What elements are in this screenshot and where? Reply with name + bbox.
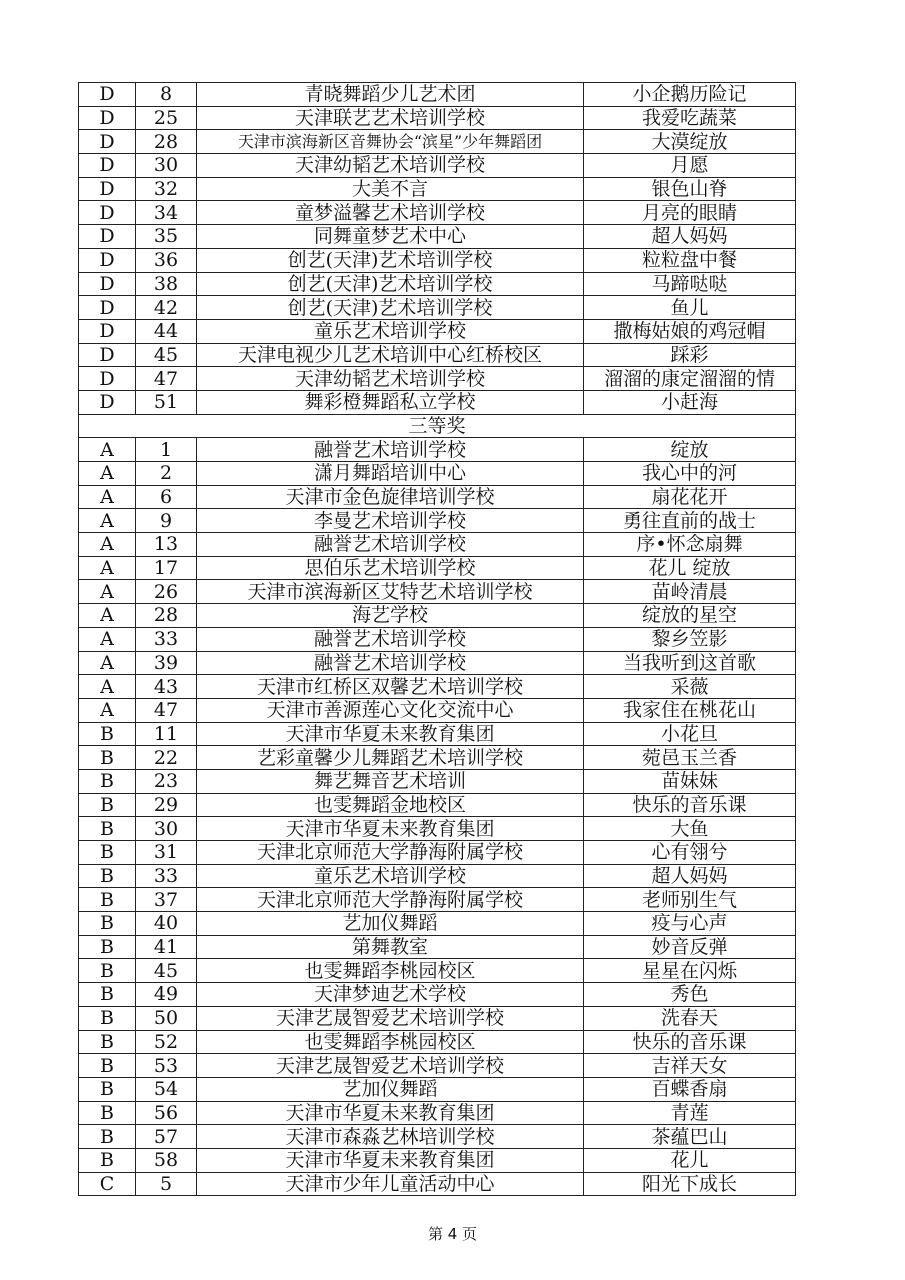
program-cell: 我家住在桃花山 <box>584 698 796 722</box>
group-cell: B <box>79 722 136 746</box>
number-cell: 13 <box>136 533 197 557</box>
unit-cell: 天津市森淼艺林培训学校 <box>197 1125 584 1149</box>
group-cell: B <box>79 959 136 983</box>
number-cell: 36 <box>136 248 197 272</box>
number-cell: 42 <box>136 296 197 320</box>
number-cell: 38 <box>136 272 197 296</box>
number-cell: 44 <box>136 319 197 343</box>
table-row <box>79 319 796 343</box>
program-cell: 采薇 <box>584 675 796 699</box>
table-row <box>79 509 796 533</box>
unit-cell: 天津市华夏未来教育集团 <box>197 1148 584 1172</box>
group-cell: D <box>79 154 136 178</box>
program-cell: 我爱吃蔬菜 <box>584 106 796 130</box>
table-row <box>79 177 796 201</box>
section-header-row <box>79 414 796 438</box>
unit-cell: 融誉艺术培训学校 <box>197 438 584 462</box>
number-cell: 28 <box>136 604 197 628</box>
unit-cell: 创艺(天津)艺术培训学校 <box>197 272 584 296</box>
unit-cell: 艺加仪舞蹈 <box>197 912 584 936</box>
table-row <box>79 746 796 770</box>
unit-cell: 艺彩童馨少儿舞蹈艺术培训学校 <box>197 746 584 770</box>
table-row <box>79 272 796 296</box>
unit-cell: 天津电视少儿艺术培训中心红桥校区 <box>197 343 584 367</box>
group-cell: A <box>79 438 136 462</box>
unit-cell: 童乐艺术培训学校 <box>197 864 584 888</box>
number-cell: 5 <box>136 1172 197 1196</box>
unit-cell: 李曼艺术培训学校 <box>197 509 584 533</box>
unit-cell: 天津市金色旋律培训学校 <box>197 485 584 509</box>
table-row <box>79 343 796 367</box>
group-cell: A <box>79 675 136 699</box>
unit-cell: 青晓舞蹈少儿艺术团 <box>197 83 584 107</box>
number-cell: 35 <box>136 225 197 249</box>
group-cell: D <box>79 343 136 367</box>
number-cell: 50 <box>136 1006 197 1030</box>
section-title: 三等奖 <box>79 414 796 438</box>
number-cell: 17 <box>136 556 197 580</box>
table-row <box>79 580 796 604</box>
program-cell: 溜溜的康定溜溜的情 <box>584 367 796 391</box>
program-cell: 花儿 <box>584 1148 796 1172</box>
number-cell: 23 <box>136 769 197 793</box>
number-cell: 11 <box>136 722 197 746</box>
unit-cell: 天津艺晟智爱艺术培训学校 <box>197 1054 584 1078</box>
program-cell: 撒梅姑娘的鸡冠帽 <box>584 319 796 343</box>
program-cell: 银色山脊 <box>584 177 796 201</box>
number-cell: 56 <box>136 1101 197 1125</box>
unit-cell: 舞彩橙舞蹈私立学校 <box>197 390 584 414</box>
table-row <box>79 556 796 580</box>
unit-cell: 融誉艺术培训学校 <box>197 651 584 675</box>
number-cell: 40 <box>136 912 197 936</box>
unit-cell: 天津北京师范大学静海附属学校 <box>197 841 584 865</box>
number-cell: 9 <box>136 509 197 533</box>
group-cell: D <box>79 225 136 249</box>
table-row <box>79 864 796 888</box>
program-cell: 疫与心声 <box>584 912 796 936</box>
number-cell: 53 <box>136 1054 197 1078</box>
program-cell: 大鱼 <box>584 817 796 841</box>
group-cell: A <box>79 485 136 509</box>
group-cell: D <box>79 272 136 296</box>
group-cell: D <box>79 296 136 320</box>
number-cell: 51 <box>136 390 197 414</box>
group-cell: B <box>79 769 136 793</box>
table-row <box>79 675 796 699</box>
number-cell: 6 <box>136 485 197 509</box>
unit-cell: 天津市华夏未来教育集团 <box>197 817 584 841</box>
unit-cell: 天津市滨海新区艾特艺术培训学校 <box>197 580 584 604</box>
table-row <box>79 296 796 320</box>
table-row <box>79 651 796 675</box>
program-cell: 当我听到这首歌 <box>584 651 796 675</box>
number-cell: 28 <box>136 130 197 154</box>
unit-cell: 天津艺晟智爱艺术培训学校 <box>197 1006 584 1030</box>
unit-cell: 融誉艺术培训学校 <box>197 627 584 651</box>
number-cell: 39 <box>136 651 197 675</box>
program-cell: 快乐的音乐课 <box>584 1030 796 1054</box>
group-cell: B <box>79 1006 136 1030</box>
group-cell: D <box>79 130 136 154</box>
group-cell: A <box>79 604 136 628</box>
table-row <box>79 367 796 391</box>
number-cell: 52 <box>136 1030 197 1054</box>
unit-cell: 也雯舞蹈李桃园校区 <box>197 1030 584 1054</box>
program-cell: 鱼儿 <box>584 296 796 320</box>
number-cell: 49 <box>136 983 197 1007</box>
number-cell: 54 <box>136 1077 197 1101</box>
table-row <box>79 248 796 272</box>
group-cell: C <box>79 1172 136 1196</box>
group-cell: A <box>79 698 136 722</box>
program-cell: 茶蕴巴山 <box>584 1125 796 1149</box>
number-cell: 26 <box>136 580 197 604</box>
unit-cell: 天津幼韬艺术培训学校 <box>197 154 584 178</box>
table-row <box>79 627 796 651</box>
group-cell: D <box>79 177 136 201</box>
number-cell: 22 <box>136 746 197 770</box>
table-row <box>79 1172 796 1196</box>
group-cell: A <box>79 651 136 675</box>
unit-cell: 天津市华夏未来教育集团 <box>197 1101 584 1125</box>
number-cell: 30 <box>136 154 197 178</box>
program-cell: 苗岭清晨 <box>584 580 796 604</box>
table-row <box>79 462 796 486</box>
unit-cell: 思伯乐艺术培训学校 <box>197 556 584 580</box>
unit-cell: 创艺(天津)艺术培训学校 <box>197 296 584 320</box>
number-cell: 43 <box>136 675 197 699</box>
group-cell: B <box>79 746 136 770</box>
number-cell: 25 <box>136 106 197 130</box>
unit-cell: 大美不言 <box>197 177 584 201</box>
program-cell: 绽放的星空 <box>584 604 796 628</box>
group-cell: B <box>79 935 136 959</box>
table-row <box>79 1030 796 1054</box>
table-row <box>79 1077 796 1101</box>
unit-cell: 创艺(天津)艺术培训学校 <box>197 248 584 272</box>
number-cell: 45 <box>136 959 197 983</box>
number-cell: 2 <box>136 462 197 486</box>
group-cell: A <box>79 462 136 486</box>
unit-cell: 天津市善源莲心文化交流中心 <box>197 698 584 722</box>
program-cell: 小赶海 <box>584 390 796 414</box>
group-cell: B <box>79 1030 136 1054</box>
number-cell: 30 <box>136 817 197 841</box>
number-cell: 33 <box>136 864 197 888</box>
unit-cell: 舞艺舞音艺术培训 <box>197 769 584 793</box>
table-row <box>79 1125 796 1149</box>
table-row <box>79 83 796 107</box>
table-row <box>79 1054 796 1078</box>
table-row <box>79 485 796 509</box>
group-cell: D <box>79 390 136 414</box>
group-cell: D <box>79 319 136 343</box>
program-cell: 花儿 绽放 <box>584 556 796 580</box>
number-cell: 29 <box>136 793 197 817</box>
unit-cell: 天津市红桥区双馨艺术培训学校 <box>197 675 584 699</box>
program-cell: 苗妹妹 <box>584 769 796 793</box>
table-row <box>79 769 796 793</box>
group-cell: B <box>79 793 136 817</box>
awards-table-body <box>79 83 796 1196</box>
group-cell: D <box>79 106 136 130</box>
program-cell: 扇花花开 <box>584 485 796 509</box>
table-row <box>79 722 796 746</box>
table-row <box>79 154 796 178</box>
program-cell: 黎乡笠影 <box>584 627 796 651</box>
program-cell: 百蝶香扇 <box>584 1077 796 1101</box>
program-cell: 勇往直前的战士 <box>584 509 796 533</box>
group-cell: D <box>79 83 136 107</box>
number-cell: 47 <box>136 367 197 391</box>
group-cell: B <box>79 1148 136 1172</box>
unit-cell: 天津市少年儿童活动中心 <box>197 1172 584 1196</box>
unit-cell: 天津联艺艺术培训学校 <box>197 106 584 130</box>
table-row <box>79 225 796 249</box>
unit-cell: 天津市滨海新区音舞协会“滨星”少年舞蹈团 <box>197 130 584 154</box>
program-cell: 踩彩 <box>584 343 796 367</box>
program-cell: 小企鹅历险记 <box>584 83 796 107</box>
table-row <box>79 201 796 225</box>
number-cell: 34 <box>136 201 197 225</box>
program-cell: 菀邑玉兰香 <box>584 746 796 770</box>
unit-cell: 同舞童梦艺术中心 <box>197 225 584 249</box>
program-cell: 粒粒盘中餐 <box>584 248 796 272</box>
group-cell: D <box>79 248 136 272</box>
unit-cell: 也雯舞蹈金地校区 <box>197 793 584 817</box>
group-cell: B <box>79 983 136 1007</box>
table-row <box>79 604 796 628</box>
unit-cell: 海艺学校 <box>197 604 584 628</box>
table-row <box>79 888 796 912</box>
group-cell: B <box>79 864 136 888</box>
group-cell: A <box>79 509 136 533</box>
number-cell: 1 <box>136 438 197 462</box>
unit-cell: 第舞教室 <box>197 935 584 959</box>
unit-cell: 童乐艺术培训学校 <box>197 319 584 343</box>
unit-cell: 艺加仪舞蹈 <box>197 1077 584 1101</box>
group-cell: D <box>79 367 136 391</box>
table-row <box>79 983 796 1007</box>
group-cell: B <box>79 1077 136 1101</box>
program-cell: 快乐的音乐课 <box>584 793 796 817</box>
program-cell: 马蹄哒哒 <box>584 272 796 296</box>
group-cell: B <box>79 817 136 841</box>
program-cell: 青莲 <box>584 1101 796 1125</box>
table-row <box>79 533 796 557</box>
program-cell: 我心中的河 <box>584 462 796 486</box>
unit-cell: 潇月舞蹈培训中心 <box>197 462 584 486</box>
table-row <box>79 1101 796 1125</box>
program-cell: 洗春天 <box>584 1006 796 1030</box>
number-cell: 31 <box>136 841 197 865</box>
table-row <box>79 698 796 722</box>
unit-cell: 天津北京师范大学静海附属学校 <box>197 888 584 912</box>
program-cell: 老师别生气 <box>584 888 796 912</box>
unit-cell: 也雯舞蹈李桃园校区 <box>197 959 584 983</box>
program-cell: 阳光下成长 <box>584 1172 796 1196</box>
page-number: 第 4 页 <box>427 1225 478 1243</box>
group-cell: A <box>79 556 136 580</box>
group-cell: B <box>79 1101 136 1125</box>
unit-cell: 童梦溢馨艺术培训学校 <box>197 201 584 225</box>
program-cell: 吉祥天女 <box>584 1054 796 1078</box>
table-row <box>79 935 796 959</box>
number-cell: 57 <box>136 1125 197 1149</box>
number-cell: 45 <box>136 343 197 367</box>
table-row <box>79 912 796 936</box>
program-cell: 星星在闪烁 <box>584 959 796 983</box>
group-cell: B <box>79 912 136 936</box>
unit-cell: 天津幼韬艺术培训学校 <box>197 367 584 391</box>
table-row <box>79 959 796 983</box>
table-row <box>79 438 796 462</box>
number-cell: 37 <box>136 888 197 912</box>
unit-cell: 天津梦迪艺术学校 <box>197 983 584 1007</box>
group-cell: B <box>79 841 136 865</box>
table-row <box>79 390 796 414</box>
number-cell: 58 <box>136 1148 197 1172</box>
program-cell: 序•怀念扇舞 <box>584 533 796 557</box>
group-cell: A <box>79 580 136 604</box>
table-row <box>79 841 796 865</box>
number-cell: 47 <box>136 698 197 722</box>
program-cell: 月亮的眼睛 <box>584 201 796 225</box>
number-cell: 41 <box>136 935 197 959</box>
table-row <box>79 793 796 817</box>
program-cell: 超人妈妈 <box>584 225 796 249</box>
unit-cell: 天津市华夏未来教育集团 <box>197 722 584 746</box>
table-row <box>79 817 796 841</box>
awards-table <box>78 82 796 1196</box>
group-cell: A <box>79 533 136 557</box>
program-cell: 小花旦 <box>584 722 796 746</box>
table-row <box>79 106 796 130</box>
program-cell: 心有翎兮 <box>584 841 796 865</box>
unit-cell: 融誉艺术培训学校 <box>197 533 584 557</box>
program-cell: 月愿 <box>584 154 796 178</box>
program-cell: 秀色 <box>584 983 796 1007</box>
group-cell: B <box>79 888 136 912</box>
program-cell: 超人妈妈 <box>584 864 796 888</box>
group-cell: A <box>79 627 136 651</box>
group-cell: B <box>79 1054 136 1078</box>
number-cell: 32 <box>136 177 197 201</box>
group-cell: D <box>79 201 136 225</box>
group-cell: B <box>79 1125 136 1149</box>
program-cell: 妙音反弹 <box>584 935 796 959</box>
table-row <box>79 1148 796 1172</box>
program-cell: 绽放 <box>584 438 796 462</box>
number-cell: 33 <box>136 627 197 651</box>
number-cell: 8 <box>136 83 197 107</box>
table-row <box>79 1006 796 1030</box>
program-cell: 大漠绽放 <box>584 130 796 154</box>
table-row <box>79 130 796 154</box>
